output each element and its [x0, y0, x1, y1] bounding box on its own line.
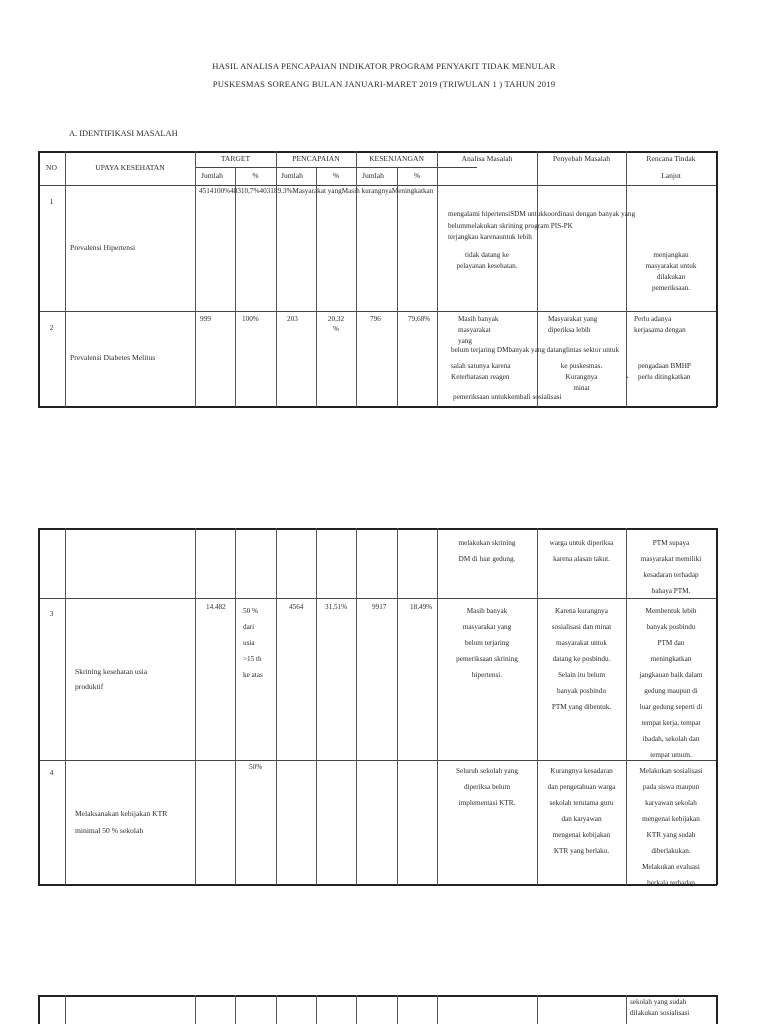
upaya-kesehatan-cell: Prevalensi Hipertensi [70, 243, 136, 252]
text-line: usia [243, 639, 255, 647]
penyebab-cell: ke puskesmas. [560, 362, 603, 370]
overlapping-text: belummelakukan skrining program PIS-PK [448, 222, 573, 230]
subheader-kesenjangan-persen: % [413, 171, 421, 180]
rencana-cell [626, 535, 716, 599]
text-line: datang ke posbindu. [552, 655, 611, 663]
column-divider [356, 995, 357, 1024]
upaya-kesehatan-cell: Skrining kesehatan usia [75, 667, 148, 676]
penyebab-cell [537, 603, 626, 715]
column-divider [235, 528, 236, 885]
column-divider [195, 528, 196, 885]
text-line: karena alasan takut. [553, 555, 610, 563]
table-border [38, 995, 717, 997]
text-line: Kurangnya kesadaran [550, 767, 613, 775]
text-line: mengenai kebijakan [552, 831, 611, 839]
rencana-cell: dilakukan [656, 273, 686, 281]
column-divider [195, 151, 196, 407]
column-divider [397, 995, 398, 1024]
header-upaya-kesehatan: UPAYA KESEHATAN [95, 163, 165, 172]
column-divider [65, 151, 66, 407]
text-line: pada siswa maupun [642, 783, 700, 791]
header-lanjut: Lanjut [661, 171, 681, 180]
table-border [38, 151, 40, 407]
column-divider [316, 528, 317, 885]
text-line: dan karyawan [561, 815, 602, 823]
analisa-cell [437, 603, 537, 683]
text-line: ibadah, sekolah dan [642, 735, 700, 743]
text-line: diberlakukan. [651, 847, 691, 855]
rencana-cell: masyarakat untuk [645, 262, 697, 270]
column-divider [276, 995, 277, 1024]
text-line: implementasi KTR. [458, 799, 516, 807]
upaya-kesehatan-cell: minimal 50 % sekolah [75, 826, 144, 835]
subheader-target-persen: % [252, 171, 259, 180]
pencapaian-jumlah-cell: 4564 [289, 603, 304, 611]
table-border [38, 884, 717, 886]
text-line: Melakukan evaluasi [642, 863, 700, 871]
table-border [38, 406, 717, 408]
header-rencana-tindak: Rencana Tindak [646, 154, 696, 163]
upaya-kesehatan-cell: produktif [75, 682, 104, 691]
overlapping-text: belum terjaring DMbanyak yang datanglintas sektor untuk [451, 346, 620, 354]
text-line: 50 % [243, 607, 258, 615]
kesenjangan-jumlah-cell: 796 [370, 315, 381, 323]
text-line: >15 th [243, 655, 262, 663]
target-persen-cell [243, 603, 263, 683]
text-line: karyawan sekolah [645, 799, 697, 807]
text-line: mengenai kebijakan [642, 815, 700, 823]
rencana-cell: kerjasama dengan [634, 326, 686, 334]
row-divider [38, 760, 717, 761]
header-target: TARGET [220, 154, 251, 163]
text-line: sosialisasi dan minat [551, 623, 612, 631]
section-heading: A. IDENTIFIKASI MASALAH [69, 129, 178, 138]
text-line: Selain itu belum [557, 671, 606, 679]
rencana-cell [626, 603, 716, 763]
text-line: luar gedung seperti di [639, 703, 703, 711]
upaya-kesehatan-cell: Prevalensi Diabetes Melitus [70, 353, 156, 362]
table-border [716, 995, 718, 1024]
text-line: Membentuk lebih [645, 607, 697, 615]
text-line: banyak posbindu [646, 623, 696, 631]
header-analisa-masalah: Analisa Masalah [461, 154, 513, 163]
table-border [716, 151, 718, 407]
text-line: masyarakat yang [462, 623, 512, 631]
row-number: 2 [49, 323, 54, 332]
header-no: NO [46, 163, 57, 172]
text-line: tempat kerja, tempat [641, 719, 701, 727]
subheader-pencapaian-persen: % [332, 171, 340, 180]
row-number: 1 [49, 197, 54, 206]
column-divider [356, 528, 357, 885]
rencana-cell: pengadaan BMHP [638, 362, 691, 370]
kesenjangan-persen-cell: 18,49% [410, 603, 433, 611]
text-line: dari [243, 623, 255, 631]
penyebab-cell: diperiksa lebih [548, 326, 591, 334]
pencapaian-persen-cell: % [333, 325, 339, 333]
target-jumlah-cell: 14.482 [206, 603, 226, 611]
column-divider [235, 995, 236, 1024]
text-line: masyarakat untuk [556, 639, 607, 647]
text-line: gedung maupun di [644, 687, 698, 695]
overlapping-text: mengalami hipertensiSDM untukkoordinasi dengan banyak yang [448, 210, 636, 218]
column-divider [65, 528, 66, 885]
text-line: belum terjaring [464, 639, 510, 647]
subheader-target-jumlah: Jumlah [201, 171, 223, 180]
pencapaian-jumlah-cell: 203 [287, 315, 298, 323]
text-line: PTM dan [657, 639, 685, 647]
header-penyebab-masalah: Penyebab Masalah [552, 154, 611, 163]
column-divider [437, 528, 438, 885]
kesenjangan-persen-cell: 79,68% [408, 315, 431, 323]
header-kesenjangan: KESENJANGAN [369, 154, 424, 163]
row-number: 3 [49, 609, 54, 618]
text-line: melakukan skrining [458, 539, 516, 547]
header-bottom-line [38, 185, 717, 186]
kesenjangan-jumlah-cell: 9917 [372, 603, 387, 611]
analisa-cell: Keterbatasan reagen [451, 373, 510, 381]
row-divider [38, 311, 717, 312]
analisa-cell: yang [458, 337, 472, 345]
subheader-divider [195, 167, 477, 168]
text-line: KTR yang sudah [646, 831, 696, 839]
row-divider [38, 598, 717, 599]
table-border [716, 528, 718, 885]
table-border [38, 151, 717, 153]
table-border [38, 528, 717, 530]
analisa-cell: masyarakat [458, 326, 491, 334]
penyebab-cell: Kurangnya [565, 373, 598, 381]
rencana-cell: Perlu adanya [634, 315, 672, 323]
text-line: berkala terhadap [647, 879, 695, 887]
analisa-cell [437, 763, 537, 811]
text-line: kesadaran terhadap [643, 571, 699, 579]
text-line: meningkatkan [650, 655, 692, 663]
analisa-cell: tidak datang ke [465, 251, 509, 259]
overlapping-text: pemeriksaan untukkembali sosialisasi [453, 393, 562, 401]
text-line: jangkauan baik dalam [639, 671, 703, 679]
column-divider [537, 995, 538, 1024]
text-line: ke atas [243, 671, 263, 679]
column-divider [626, 995, 627, 1024]
analisa-cell: Masih banyak [458, 315, 499, 323]
rencana-cell [626, 763, 716, 891]
text-line: PTM supaya [652, 539, 690, 547]
penyebab-cell: minat [573, 384, 590, 392]
text-line: bahaya PTM. [651, 587, 691, 595]
text-line: warga untuk diperiksa [549, 539, 614, 547]
subheader-kesenjangan-jumlah: Jumlah [362, 171, 384, 180]
table-border [38, 528, 40, 885]
text-line: tempat umum. [650, 751, 692, 759]
column-divider [235, 167, 236, 407]
column-divider [316, 995, 317, 1024]
column-divider [276, 528, 277, 885]
target-jumlah-cell: 999 [200, 315, 211, 323]
pencapaian-persen-cell: 20,32 [327, 315, 345, 323]
rencana-cell: pemeriksaan. [651, 284, 691, 292]
rencana-cell: sekolah yang sudah [630, 998, 687, 1006]
column-divider [437, 151, 438, 407]
text-line: hipertensi. [471, 671, 503, 679]
rencana-cell: perlu ditingkatkan [638, 373, 691, 381]
text-line: pemeriksaan skrining [456, 655, 518, 663]
text-line: diperiksa belum [463, 783, 511, 791]
bullet-mark: . [626, 370, 629, 381]
text-line: dan pengetahuan warga [547, 783, 616, 791]
text-line: Karena kurangnya [555, 607, 608, 615]
document-title: HASIL ANALISA PENCAPAIAN INDIKATOR PROGRAM PENYAKIT TIDAK MENULAR [212, 61, 556, 71]
analisa-cell: salah satunya karena [451, 362, 511, 370]
subheader-pencapaian-jumlah: Jumlah [281, 171, 303, 180]
text-line: banyak posbindu [557, 687, 606, 695]
column-divider [397, 528, 398, 885]
overlapping-text: terjangkau karenauntuk lebih [448, 233, 532, 241]
upaya-kesehatan-cell: Melaksanakan kebijakan KTR [75, 809, 168, 818]
rencana-cell: dilakukan sosialisasi [630, 1009, 690, 1017]
text-line: masyarakat memiliki [640, 555, 702, 563]
analisa-cell: pelayanan kesehatan. [456, 262, 518, 270]
row-number: 4 [49, 768, 54, 777]
table-border [38, 995, 40, 1024]
target-persen-cell: 50% [249, 763, 263, 771]
column-divider [65, 995, 66, 1024]
text-line: Masih banyak [466, 607, 508, 615]
penyebab-cell [537, 535, 626, 567]
analisa-cell [437, 535, 537, 567]
text-line: Melakukan sosialisasi [639, 767, 703, 775]
column-divider [316, 167, 317, 407]
text-line: PTM yang dibentuk. [551, 703, 612, 711]
column-divider [397, 167, 398, 407]
text-line: sekolah terutama guru [549, 799, 614, 807]
penyebab-cell: Masyarakat yang [548, 315, 598, 323]
merged-values-cell: 4514100%48310,7%403189.3%Masyarakat yangMasih kurangnyaMeningkatkan [199, 187, 434, 195]
penyebab-cell [537, 763, 626, 859]
column-divider [195, 995, 196, 1024]
rencana-cell: menjangkau [653, 251, 689, 259]
text-line: Seluruh sekolah yang [456, 767, 518, 775]
pencapaian-persen-cell: 31,51% [325, 603, 348, 611]
document-subtitle: PUSKESMAS SOREANG BULAN JANUARI-MARET 2019 (TRIWULAN 1 ) TAHUN 2019 [212, 79, 556, 89]
header-pencapaian: PENCAPAIAN [292, 154, 340, 163]
column-divider [437, 995, 438, 1024]
text-line: DM di luar gedung. [458, 555, 516, 563]
target-persen-cell: 100% [242, 315, 259, 323]
text-line: KTR yang berlaku. [553, 847, 610, 855]
